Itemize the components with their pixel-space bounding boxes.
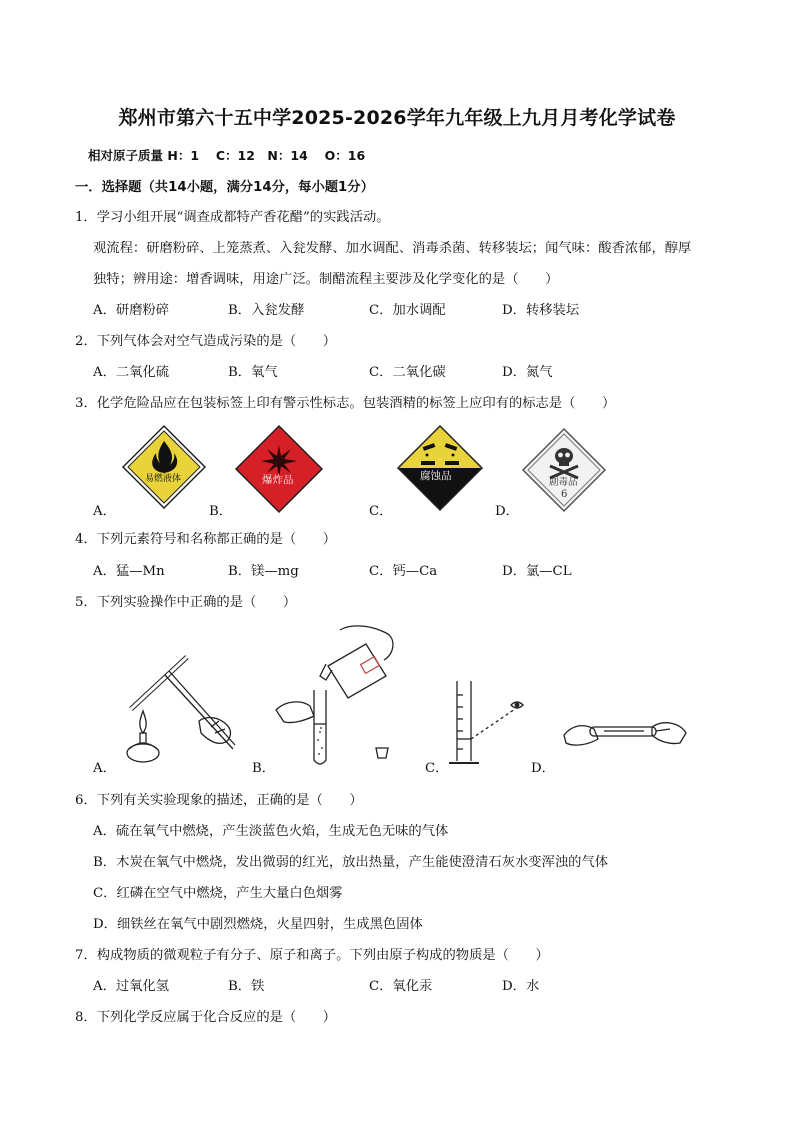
reagent-bottle-icon	[328, 644, 386, 698]
question-3-label-a: A．	[93, 504, 116, 519]
question-1-option-a: A．研磨粉碎	[93, 303, 170, 318]
question-6-stem: 6．下列有关实验现象的描述，正确的是（ ）	[75, 793, 363, 808]
question-2-stem: 2．下列气体会对空气造成污染的是（ ）	[75, 334, 337, 349]
question-2-option-d: D．氮气	[502, 365, 553, 380]
question-4-option-d: D．氯—CL	[502, 564, 572, 579]
question-6-option-d: D．细铁丝在氧气中剧烈燃烧，火星四射，生成黑色固体	[93, 917, 423, 932]
question-7-stem: 7．构成物质的微观粒子有分子、原子和离子。下列由原子构成的物质是（ ）	[75, 948, 549, 963]
question-4-option-b: B．镁—mg	[228, 564, 299, 579]
question-8-stem: 8．下列化学反应属于化合反应的是（ ）	[75, 1010, 337, 1025]
question-7-option-b: B．铁	[228, 979, 265, 994]
question-4-option-a: A．猛—Mn	[93, 564, 165, 579]
question-6-option-c: C．红磷在空气中燃烧，产生大量白色烟雾	[93, 886, 343, 901]
explosive-sign	[235, 425, 323, 513]
question-3-label-d: D．	[495, 504, 519, 519]
question-5-label-b: B．	[252, 761, 276, 776]
atomic-mass-line: 相对原子质量 H：1 C：12 N：14 O：16	[88, 148, 366, 163]
question-5-label-a: A．	[93, 761, 116, 776]
question-3-label-c: C．	[369, 504, 393, 519]
question-3-stem: 3．化学危险品应在包装标签上印有警示性标志。包装酒精的标签上应印有的标志是（ ）	[75, 396, 616, 411]
question-6-option-b: B．木炭在氧气中燃烧，发出微弱的红光，放出热量，产生能使澄清石灰水变浑浊的气体	[93, 855, 609, 870]
question-2-option-b: B．氧气	[228, 365, 278, 380]
question-1-option-d: D．转移装坛	[502, 303, 580, 318]
question-7-option-d: D．水	[502, 979, 540, 994]
corrosive-top	[397, 425, 483, 468]
toxic-sign-number: 6	[561, 489, 568, 500]
question-1-option-c: C．加水调配	[369, 303, 446, 318]
question-4-option-c: C．钙—Ca	[369, 564, 438, 579]
page-title: 郑州市第六十五中学2025-2026学年九年级上九月月考化学试卷	[118, 107, 676, 129]
question-4-stem: 4．下列元素符号和名称都正确的是（ ）	[75, 532, 337, 547]
question-3-label-b: B．	[209, 504, 233, 519]
explosive-sign-text: 爆炸品	[262, 474, 294, 486]
question-1-stem: 1．学习小组开展“调查成都特产香花醋”的实践活动。	[75, 210, 390, 225]
question-5-label-d: D．	[531, 761, 555, 776]
question-1-option-b: B．入瓮发酵	[228, 303, 305, 318]
question-2-option-c: C．二氧化碳	[369, 365, 446, 380]
toxic-sign-text: 剧毒品	[549, 477, 578, 488]
pouring-liquid-illustration	[270, 620, 405, 770]
test-tube-icon	[314, 690, 326, 764]
question-5-label-c: C．	[425, 761, 449, 776]
heating-test-tube-illustration	[115, 645, 245, 770]
bottle-stopper-icon	[376, 748, 388, 758]
dropper-illustration	[560, 705, 690, 765]
corrosive-sign-text: 腐蚀品	[420, 470, 452, 482]
graduated-cylinder-illustration	[445, 675, 530, 770]
question-7-option-c: C．氧化汞	[369, 979, 433, 994]
section-heading: 一．选择题（共14小题，满分14分，每小题1分）	[75, 180, 374, 195]
question-6-option-a: A．硫在氧气中燃烧，产生淡蓝色火焰，生成无色无味的气体	[93, 824, 449, 839]
question-7-option-a: A．过氧化氢	[93, 979, 170, 994]
question-1-line-3: 独特；辨用途：增香调味，用途广泛。制醋流程主要涉及化学变化的是（ ）	[93, 272, 559, 287]
flammable-liquid-sign	[122, 425, 206, 509]
flammable-sign-text: 易燃液体	[145, 474, 182, 484]
question-1-line-2: 观流程：研磨粉碎、上笼蒸煮、入瓮发酵、加水调配、消毒杀菌、转移装坛；闻气味：酸香浓郁，醇厚	[93, 241, 692, 256]
question-2-option-a: A．二氧化硫	[93, 365, 170, 380]
question-5-stem: 5．下列实验操作中正确的是（ ）	[75, 595, 297, 610]
